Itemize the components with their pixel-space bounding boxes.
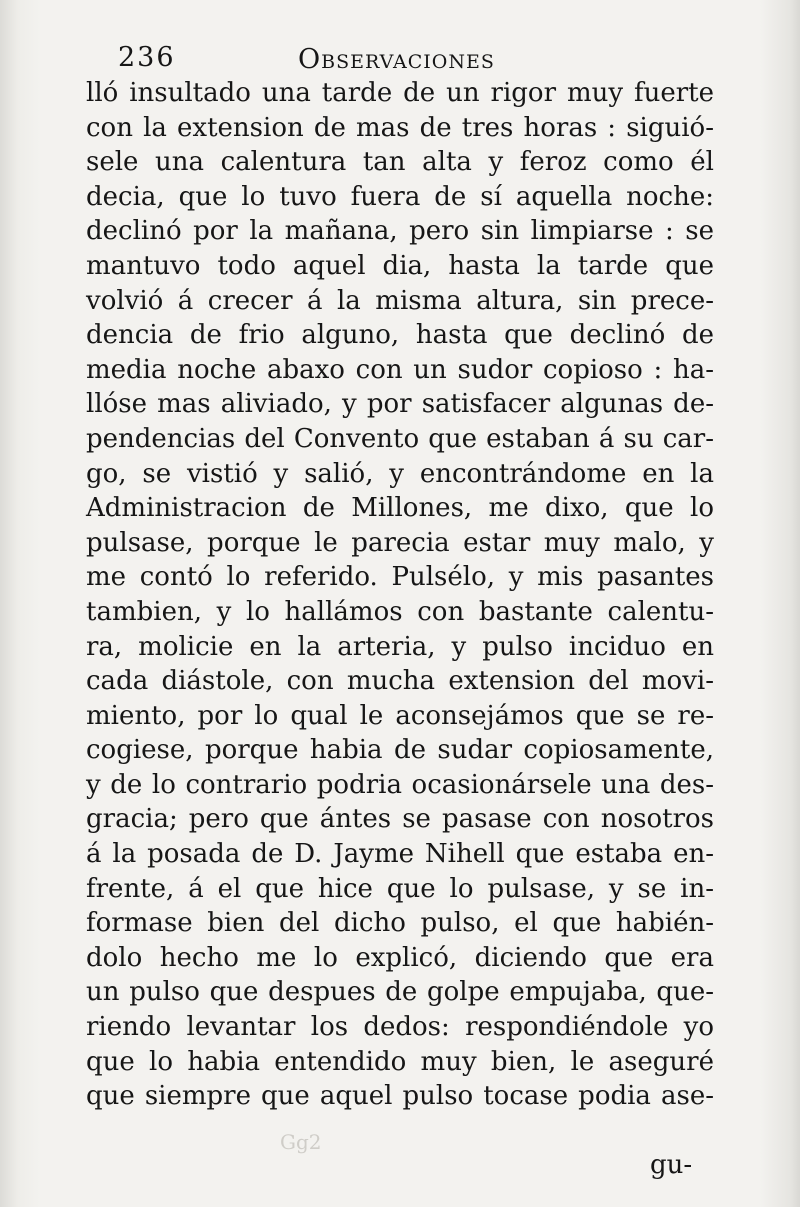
text-line: que siempre que aquel pulso tocase podia ase-: [86, 1081, 714, 1112]
text-line: frente, á el que hice que lo pulsase, y se in-: [86, 873, 714, 904]
body-text: [86, 76, 714, 1114]
text-line: riendo levantar los dedos: respondiéndole yo: [86, 1012, 714, 1043]
text-line: volvió á crecer á la misma altura, sin prece-: [86, 285, 714, 316]
text-line: llóse mas aliviado, y por satisfacer algunas de-: [86, 389, 714, 420]
text-line: media noche abaxo con un sudor copioso : ha-: [86, 354, 714, 385]
text-line: tambien, y lo hallámos con bastante calentu-: [86, 596, 714, 627]
text-line: ra, molicie en la arteria, y pulso inciduo en: [86, 631, 714, 662]
text-line: pendencias del Convento que estaban á su car-: [86, 423, 714, 454]
text-line: cada diástole, con mucha extension del movi-: [86, 666, 714, 697]
text-line: un pulso que despues de golpe empujaba, que-: [86, 977, 714, 1008]
text-line: lló insultado una tarde de un rigor muy fuerte: [86, 78, 714, 108]
text-line: decia, que lo tuvo fuera de sí aquella noche:: [86, 181, 714, 212]
text-line: cogiese, porque habia de sudar copiosamente,: [86, 735, 714, 766]
text-line: dolo hecho me lo explicó, diciendo que era: [86, 942, 714, 973]
text-line: pulsase, porque le parecia estar muy malo, y: [86, 527, 714, 558]
catchword: gu-: [650, 1150, 693, 1180]
text-line: formase bien del dicho pulso, el que habién-: [86, 908, 714, 939]
running-head: Observaciones: [298, 44, 495, 75]
signature-mark: Gg2: [280, 1130, 322, 1154]
text-line: gracia; pero que ántes se pasase con nosotros: [86, 804, 714, 835]
text-line: y de lo contrario podria ocasionársele una des-: [86, 769, 714, 800]
text-line: Administracion de Millones, me dixo, que lo: [86, 493, 714, 524]
text-line: mantuvo todo aquel dia, hasta la tarde que: [86, 250, 714, 281]
text-line: á la posada de D. Jayme Nihell que estaba en-: [86, 839, 714, 870]
text-line: declinó por la mañana, pero sin limpiarse : se: [86, 216, 714, 247]
text-line: con la extension de mas de tres horas : siguió-: [86, 112, 714, 143]
text-line: sele una calentura tan alta y feroz como él: [86, 147, 714, 178]
text-line: que lo habia entendido muy bien, le aseguré: [86, 1046, 714, 1077]
text-line: go, se vistió y salió, y encontrándome en la: [86, 458, 714, 489]
text-line: miento, por lo qual le aconsejámos que se re-: [86, 700, 714, 731]
text-line: dencia de frio alguno, hasta que declinó de: [86, 320, 714, 351]
page-number: 236: [118, 42, 176, 73]
text-line: me contó lo referido. Pulsélo, y mis pasantes: [86, 562, 714, 593]
